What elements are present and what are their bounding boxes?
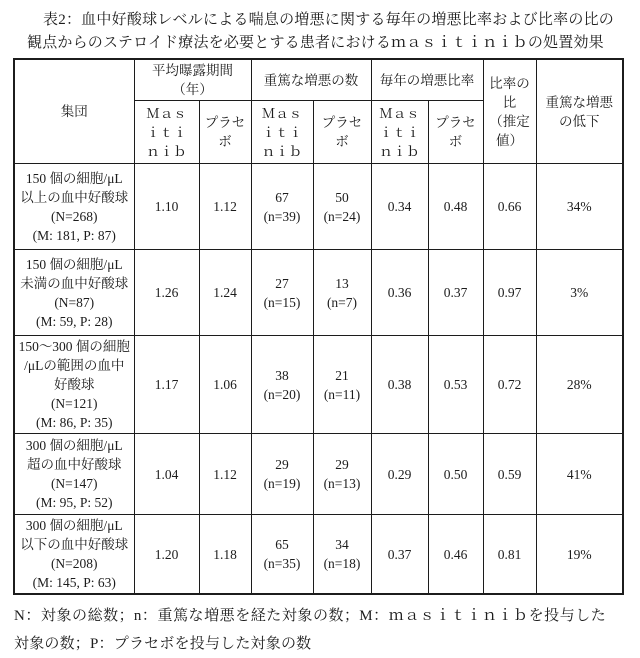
cell-rate-placebo: 0.48 bbox=[428, 164, 483, 250]
group-cell: 150 個の細胞/μL 未満の血中好酸球 (N=87) (M: 59, P: 28) bbox=[14, 250, 134, 336]
cell-reduction: 34% bbox=[536, 164, 623, 250]
cell-rate-masitinib: 0.37 bbox=[371, 515, 428, 595]
subheader-placebo-exposure: プラセ ボ bbox=[199, 101, 251, 164]
column-header-rate-ratio: 比率の 比 （推定 値） bbox=[483, 59, 536, 164]
table-row bbox=[14, 336, 623, 434]
data-table bbox=[13, 58, 624, 595]
cell-rate-placebo: 0.53 bbox=[428, 336, 483, 434]
cell-rate-placebo: 0.46 bbox=[428, 515, 483, 595]
cell-reduction: 28% bbox=[536, 336, 623, 434]
group-cell: 150〜300 個の細胞 /μLの範囲の血中 好酸球 (N=121) (M: 86, P: 35) bbox=[14, 336, 134, 434]
subheader-placebo-count: プラセ ボ bbox=[313, 101, 371, 164]
table-title: 表2：血中好酸球レベルによる喘息の増悪に関する毎年の増悪比率および比率の比の観点からのステロイド療法を必要とする患者におけるｍａｓｉｔｉｎｉｂの処置効果 bbox=[27, 12, 614, 51]
column-header-exposure: 平均曝露期間 （年） bbox=[134, 59, 251, 101]
cell-count-placebo: 29 (n=13) bbox=[313, 434, 371, 515]
cell-rate-ratio: 0.59 bbox=[483, 434, 536, 515]
subheader-placebo-rate: プラセ ボ bbox=[428, 101, 483, 164]
cell-count-masitinib: 27 (n=15) bbox=[251, 250, 313, 336]
column-header-reduction: 重篤な増悪 の低下 bbox=[536, 59, 623, 164]
column-header-annual-rate: 毎年の増悪比率 bbox=[371, 59, 483, 101]
cell-count-placebo: 21 (n=11) bbox=[313, 336, 371, 434]
subheader-masitinib-count: Ｍａｓ ｉｔｉ ｎｉｂ bbox=[251, 101, 313, 164]
table-row bbox=[14, 515, 623, 595]
cell-rate-masitinib: 0.34 bbox=[371, 164, 428, 250]
cell-reduction: 19% bbox=[536, 515, 623, 595]
column-header-severe-exacerbations: 重篤な増悪の数 bbox=[251, 59, 371, 101]
cell-exposure-placebo: 1.06 bbox=[199, 336, 251, 434]
group-cell: 300 個の細胞/μL 以下の血中好酸球 (N=208) (M: 145, P: 63) bbox=[14, 515, 134, 595]
cell-exposure-placebo: 1.24 bbox=[199, 250, 251, 336]
subheader-masitinib-rate: Ｍａｓ ｉｔｉ ｎｉｂ bbox=[371, 101, 428, 164]
cell-count-masitinib: 65 (n=35) bbox=[251, 515, 313, 595]
cell-rate-ratio: 0.97 bbox=[483, 250, 536, 336]
cell-rate-masitinib: 0.29 bbox=[371, 434, 428, 515]
cell-exposure-masitinib: 1.17 bbox=[134, 336, 199, 434]
cell-count-placebo: 13 (n=7) bbox=[313, 250, 371, 336]
cell-rate-ratio: 0.81 bbox=[483, 515, 536, 595]
cell-exposure-placebo: 1.18 bbox=[199, 515, 251, 595]
cell-count-masitinib: 67 (n=39) bbox=[251, 164, 313, 250]
cell-count-placebo: 34 (n=18) bbox=[313, 515, 371, 595]
cell-reduction: 3% bbox=[536, 250, 623, 336]
table-row bbox=[14, 434, 623, 515]
cell-rate-masitinib: 0.38 bbox=[371, 336, 428, 434]
cell-exposure-masitinib: 1.10 bbox=[134, 164, 199, 250]
cell-exposure-masitinib: 1.20 bbox=[134, 515, 199, 595]
cell-count-placebo: 50 (n=24) bbox=[313, 164, 371, 250]
cell-exposure-placebo: 1.12 bbox=[199, 164, 251, 250]
cell-rate-ratio: 0.72 bbox=[483, 336, 536, 434]
cell-count-masitinib: 29 (n=19) bbox=[251, 434, 313, 515]
footnote: N：対象の総数；n：重篤な増悪を経た対象の数；M：ｍａｓｉｔｉｎｉｂを投与した対象の数；P：プラセボを投与した対象の数 bbox=[14, 608, 606, 652]
table-row bbox=[14, 250, 623, 336]
column-header-group: 集団 bbox=[14, 59, 134, 164]
cell-exposure-placebo: 1.12 bbox=[199, 434, 251, 515]
cell-rate-placebo: 0.50 bbox=[428, 434, 483, 515]
subheader-masitinib-exposure: Ｍａｓ ｉｔｉ ｎｉｂ bbox=[134, 101, 199, 164]
table-row bbox=[14, 164, 623, 250]
cell-count-masitinib: 38 (n=20) bbox=[251, 336, 313, 434]
group-cell: 150 個の細胞/μL 以上の血中好酸球 (N=268) (M: 181, P: 87) bbox=[14, 164, 134, 250]
header-row-top bbox=[14, 59, 623, 101]
group-cell: 300 個の細胞/μL 超の血中好酸球 (N=147) (M: 95, P: 52) bbox=[14, 434, 134, 515]
cell-exposure-masitinib: 1.04 bbox=[134, 434, 199, 515]
cell-reduction: 41% bbox=[536, 434, 623, 515]
cell-rate-masitinib: 0.36 bbox=[371, 250, 428, 336]
cell-exposure-masitinib: 1.26 bbox=[134, 250, 199, 336]
cell-rate-ratio: 0.66 bbox=[483, 164, 536, 250]
cell-rate-placebo: 0.37 bbox=[428, 250, 483, 336]
